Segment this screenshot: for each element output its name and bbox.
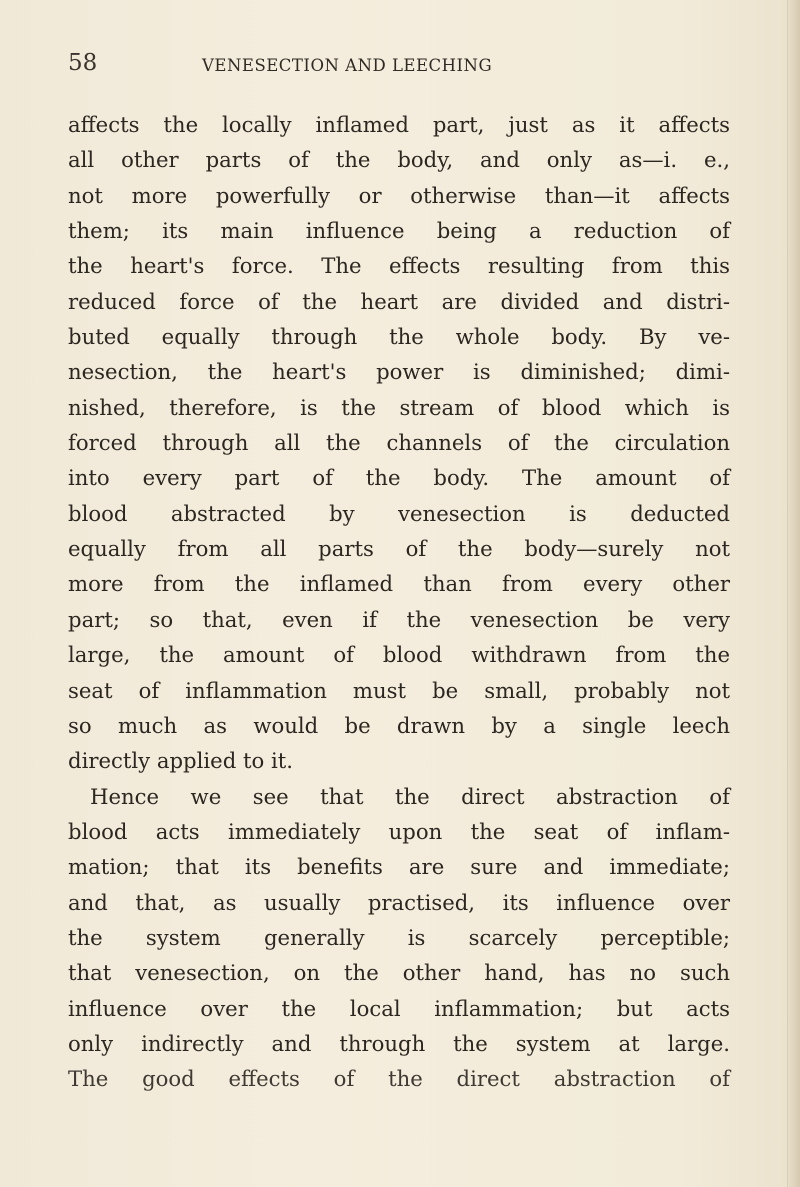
text-line: all other parts of the body, and only as—i. e., xyxy=(68,147,730,173)
text-line: not more powerfully or otherwise than—it affects xyxy=(68,182,730,208)
text-line: into every part of the body. The amount of xyxy=(68,465,730,491)
body-text xyxy=(68,107,730,1097)
text-line: influence over the local inflammation; but acts xyxy=(68,995,730,1021)
text-line: that venesection, on the other hand, has no such xyxy=(68,960,730,986)
text-line: reduced force of the heart are divided and distri- xyxy=(68,288,730,314)
page-edge xyxy=(787,0,800,1187)
text-line: them; its main influence being a reduction of xyxy=(68,218,730,244)
running-title: VENESECTION AND LEECHING xyxy=(202,56,493,75)
text-line: forced through all the channels of the circulation xyxy=(68,430,730,456)
text-line: affects the locally inflamed part, just as it affects xyxy=(68,112,730,137)
text-line: nesection, the heart's power is diminished; dimi- xyxy=(68,359,730,385)
text-line: directly applied to it. xyxy=(68,748,294,774)
text-line: mation; that its benefits are sure and immediate; xyxy=(68,854,730,880)
text-line: the system generally is scarcely perceptible; xyxy=(68,924,730,950)
text-line: only indirectly and through the system at large. xyxy=(68,1030,730,1056)
text-line: the heart's force. The effects resulting from this xyxy=(68,253,730,279)
text-line: large, the amount of blood withdrawn from the xyxy=(68,642,730,668)
text-line: Hence we see that the direct abstraction of xyxy=(90,783,730,809)
text-line: buted equally through the whole body. By ve- xyxy=(68,324,730,350)
text-line: part; so that, even if the venesection be very xyxy=(68,606,730,632)
text-line: so much as would be drawn by a single leech xyxy=(68,712,730,738)
text-line: blood abstracted by venesection is deducted xyxy=(68,500,730,526)
text-line: seat of inflammation must be small, probably not xyxy=(68,677,730,703)
text-line: equally from all parts of the body—surely not xyxy=(68,536,730,562)
text-line: nished, therefore, is the stream of blood which is xyxy=(68,394,730,420)
text-line: The good effects of the direct abstraction of xyxy=(68,1066,730,1092)
page-header xyxy=(68,50,730,80)
text-line: blood acts immediately upon the seat of inflam- xyxy=(68,818,730,844)
page-number: 58 xyxy=(68,50,98,76)
text-line: more from the inflamed than from every other xyxy=(68,571,730,597)
text-line: and that, as usually practised, its influence over xyxy=(68,889,730,915)
